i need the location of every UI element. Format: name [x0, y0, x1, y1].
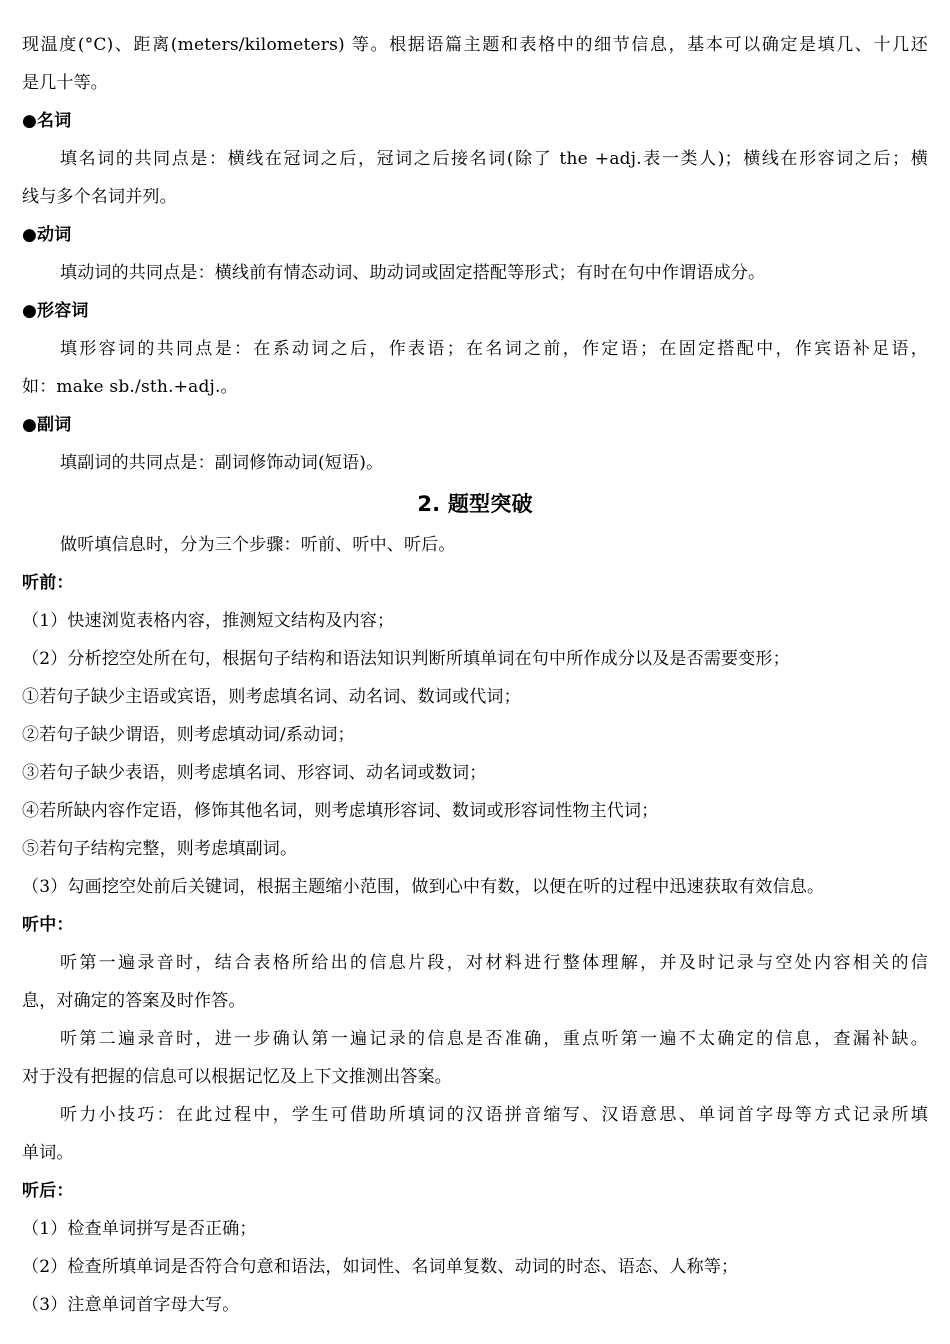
during-p1-line-2: 息，对确定的答案及时作答。: [22, 991, 246, 1011]
during-label: 听中：: [22, 915, 74, 935]
noun-text-line-1: 填名词的共同点是：横线在冠词之后，冠词之后接名词(除了 the +adj.表一类人)；横线在形容词之后；横: [60, 149, 928, 169]
before-item-7: ⑤若句子结构完整，则考虑填副词。: [22, 839, 298, 859]
adverb-text-line-1: 填副词的共同点是：副词修饰动词(短语)。: [60, 453, 384, 473]
adjective-text-line-2: 如：make sb./sth.+adj.。: [22, 377, 238, 397]
before-item-6: ④若所缺内容作定语，修饰其他名词，则考虑填形容词、数词或形容词性物主代词；: [22, 801, 659, 821]
after-item-2: （2）检查所填单词是否符合句意和语法，如词性、名词单复数、动词的时态、语态、人称等；: [22, 1257, 739, 1277]
before-label: 听前：: [22, 573, 74, 593]
noun-label: ●名词: [22, 111, 72, 131]
verb-label: ●动词: [22, 225, 72, 245]
section-heading: 2. 题型突破: [417, 492, 533, 516]
before-item-8: （3）勾画挖空处前后关键词，根据主题缩小范围，做到心中有数，以便在听的过程中迅速获取有效信息。: [22, 877, 825, 897]
during-p1-line-1: 听第一遍录音时，结合表格所给出的信息片段，对材料进行整体理解，并及时记录与空处内容相关的信: [60, 953, 928, 973]
before-item-3: ①若句子缺少主语或宾语，则考虑填名词、动名词、数词或代词；: [22, 687, 521, 707]
during-p3-line-1: 听力小技巧：在此过程中，学生可借助所填词的汉语拼音缩写、汉语意思、单词首字母等方式记录所填: [60, 1105, 928, 1125]
noun-text-line-2: 线与多个名词并列。: [22, 187, 177, 207]
before-item-4: ②若句子缺少谓语，则考虑填动词/系动词；: [22, 725, 355, 745]
during-p2-line-1: 听第二遍录音时，进一步确认第一遍记录的信息是否准确，重点听第一遍不太确定的信息，查漏补缺。: [60, 1029, 928, 1049]
during-p2-line-2: 对于没有把握的信息可以根据记忆及上下文推测出答案。: [22, 1067, 452, 1087]
intro-line-1: 现温度(°C)、距离(meters/kilometers) 等。根据语篇主题和表格中的细节信息，基本可以确定是填几、十几还: [22, 35, 928, 55]
adverb-label: ●副词: [22, 415, 72, 435]
before-item-2: （2）分析挖空处所在句，根据句子结构和语法知识判断所填单词在句中所作成分以及是否需要变形；: [22, 649, 790, 669]
intro-line-2: 是几十等。: [22, 73, 108, 93]
verb-text-line-1: 填动词的共同点是：横线前有情态动词、助动词或固定搭配等形式；有时在句中作谓语成分。: [60, 263, 766, 283]
before-item-5: ③若句子缺少表语，则考虑填名词、形容词、动名词或数词；: [22, 763, 487, 783]
document-page: [22, 26, 928, 1324]
after-item-1: （1）检查单词拼写是否正确；: [22, 1219, 257, 1239]
during-p3-line-2: 单词。: [22, 1143, 74, 1163]
adjective-text-line-1: 填形容词的共同点是：在系动词之后，作表语；在名词之前，作定语；在固定搭配中，作宾语补足语，: [60, 339, 928, 359]
after-item-3: （3）注意单词首字母大写。: [22, 1295, 240, 1315]
overview-text: 做听填信息时，分为三个步骤：听前、听中、听后。: [60, 535, 456, 555]
after-label: 听后：: [22, 1181, 74, 1201]
before-item-1: （1）快速浏览表格内容，推测短文结构及内容；: [22, 611, 395, 631]
adjective-label: ●形容词: [22, 301, 89, 321]
